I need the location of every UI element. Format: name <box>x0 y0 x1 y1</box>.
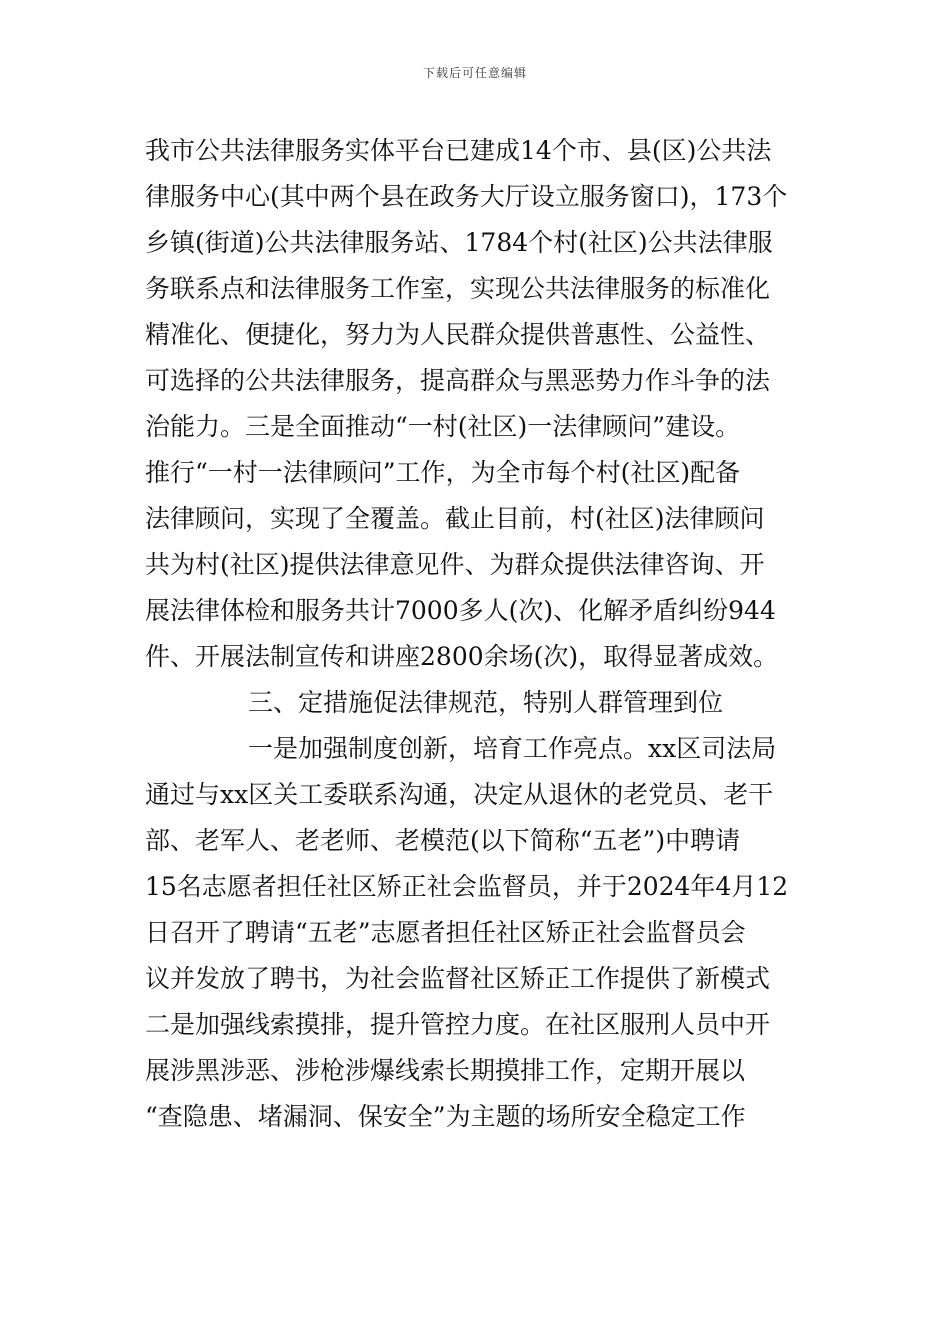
text-line: 精准化、便捷化，努力为人民群众提供普惠性、公益性、 <box>145 320 771 349</box>
text-line: 件、开展法制宣传和讲座2800余场(次)，取得显著成效。 <box>145 642 779 671</box>
text-line: 展法律体检和服务共计7000多人(次)、化解矛盾纠纷944 <box>145 596 776 625</box>
text-line: 展涉黑涉恶、涉枪涉爆线索长期摸排工作，定期开展以 <box>145 1056 746 1085</box>
text-line: 共为村(社区)提供法律意见件、为群众提供法律咨询、开 <box>145 550 765 579</box>
text-line: 部、老军人、老老师、老模范(以下简称“五老”)中聘请 <box>145 826 741 855</box>
text-line: 乡镇(街道)公共法律服务站、1784个村(社区)公共法律服 <box>145 228 773 257</box>
text-line: “查隐患、堵漏洞、保安全”为主题的场所安全稳定工作 <box>145 1102 746 1131</box>
text-line: 15名志愿者担任社区矫正社会监督员，并于2024年4月12 <box>145 872 789 901</box>
section-heading: 三、定措施促法律规范，特别人群管理到位 <box>248 688 724 717</box>
text-line: 推行“一村一法律顾问”工作，为全市每个村(社区)配备 <box>145 458 741 487</box>
document-body <box>145 128 810 1140</box>
text-line: 我市公共法律服务实体平台已建成14个市、县(区)公共法 <box>145 136 772 165</box>
text-line: 务联系点和法律服务工作室，实现公共法律服务的标准化 <box>145 274 771 303</box>
text-line: 律服务中心(其中两个县在政务大厅设立服务窗口)，173个 <box>145 182 788 211</box>
text-line: 二是加强线索摸排，提升管控力度。在社区服刑人员中开 <box>145 1010 771 1039</box>
text-line: 治能力。三是全面推动“一村(社区)一法律顾问”建设。 <box>145 412 741 441</box>
text-line: 日召开了聘请“五老”志愿者担任社区矫正社会监督员会 <box>145 918 746 947</box>
paragraph-first-line: 一是加强制度创新，培育工作亮点。xx区司法局 <box>248 734 777 763</box>
text-line: 议并发放了聘书，为社会监督社区矫正工作提供了新模式 <box>145 964 771 993</box>
header-note: 下载后可任意编辑 <box>422 66 527 80</box>
text-line: 可选择的公共法律服务，提高群众与黑恶势力作斗争的法 <box>145 366 771 395</box>
text-line: 通过与xx区关工委联系沟通，决定从退休的老党员、老干 <box>145 780 774 809</box>
text-line: 法律顾问，实现了全覆盖。截止目前，村(社区)法律顾问 <box>145 504 765 533</box>
